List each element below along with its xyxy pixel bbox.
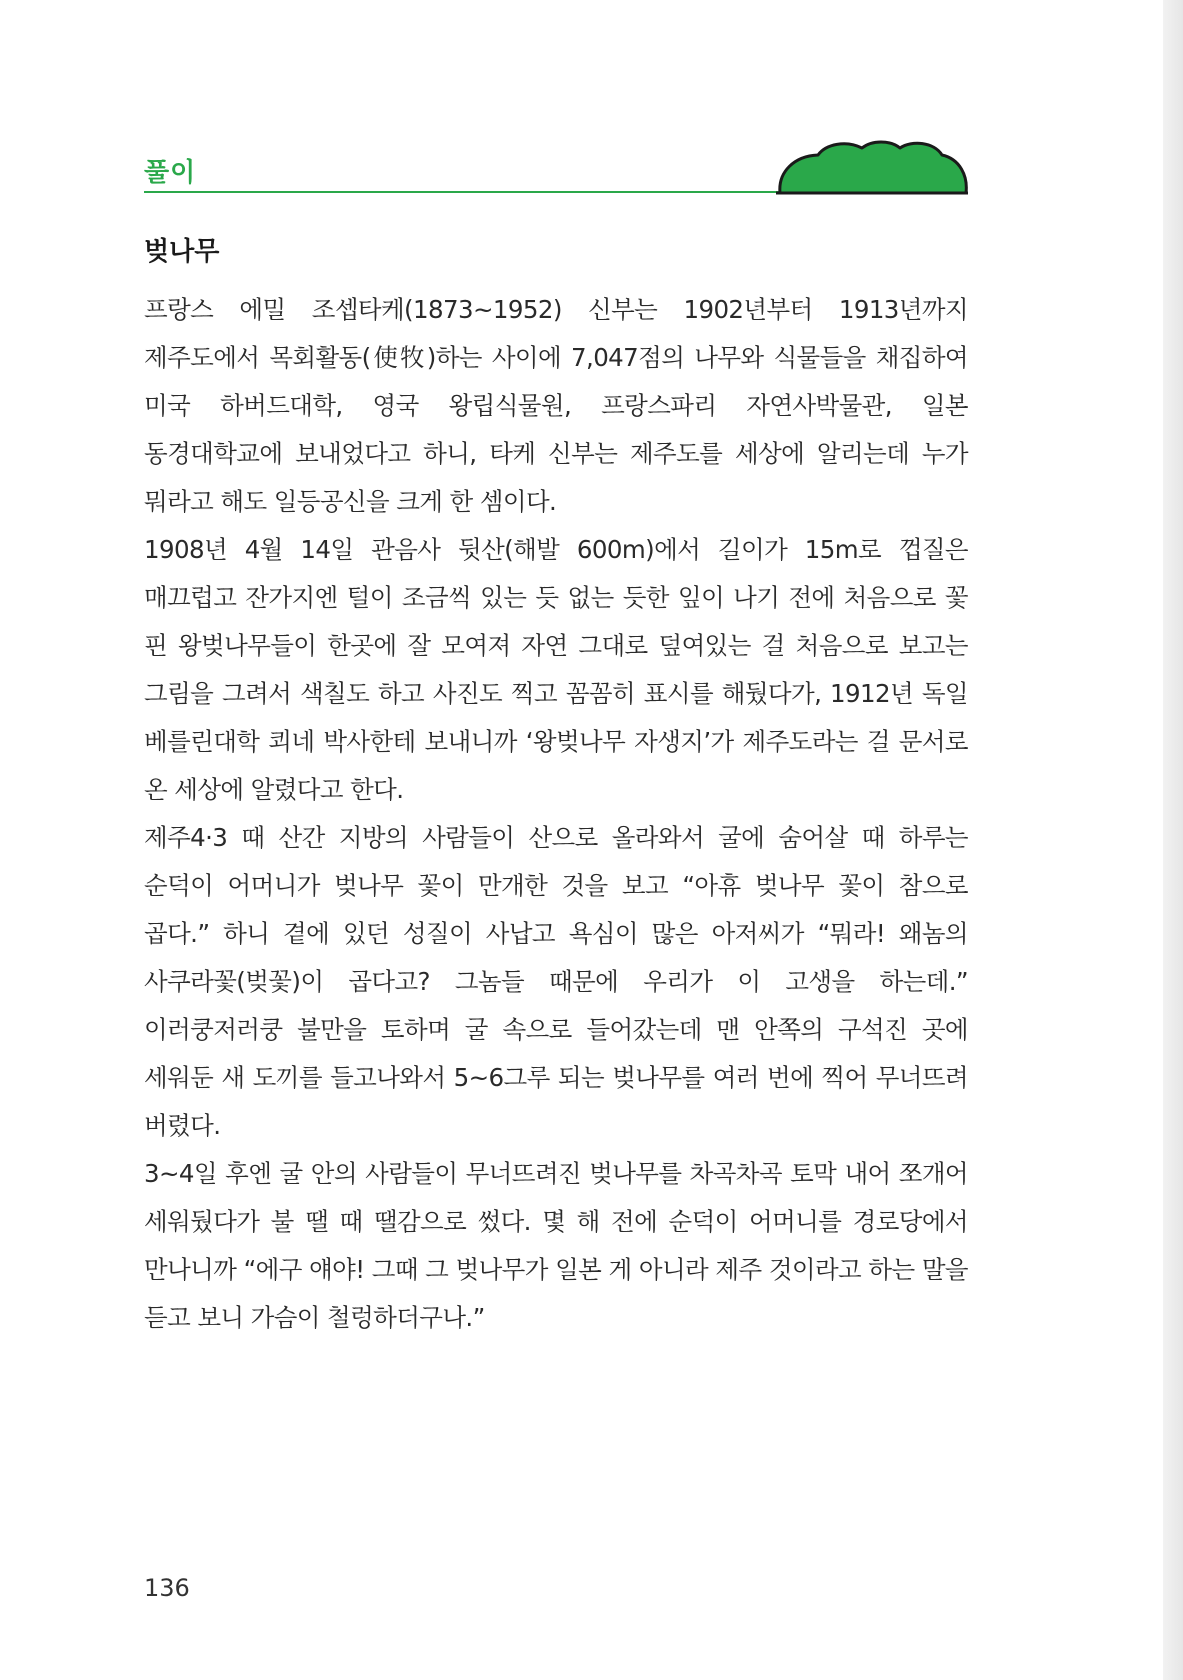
page-number: 136 bbox=[144, 1574, 190, 1602]
paragraph-1: 프랑스 에밀 조셉타케(1873~1952) 신부는 1902년부터 1913년까지 제주도에서 목회활동(使牧)하는 사이에 7,047점의 나무와 식물들을 채집하여 미국 하버드대학, 영국 왕립식물원, 프랑스파리 자연사박물관, 일본 동경대학교에 보내었다고 하니, 타케 신부는 제주도를 세상에 알리는데 누가 뭐라고 해도 일등공신을 크게 한 셈이다. bbox=[144, 295, 968, 516]
section-label: 풀이 bbox=[144, 158, 197, 188]
section-header bbox=[144, 140, 968, 196]
article-title: 벚나무 bbox=[144, 237, 220, 267]
page-edge bbox=[1163, 0, 1183, 1680]
header-rule bbox=[144, 191, 784, 193]
paragraph-3: 제주4·3 때 산간 지방의 사람들이 산으로 올라와서 굴에 숨어살 때 하루는 순덕이 어머니가 벚나무 꽃이 만개한 것을 보고 “아휴 벚나무 꽃이 참으로 곱다.” 하니 곁에 있던 성질이 사납고 욕심이 많은 아저씨가 “뭐라! 왜놈의 사쿠라꽃(벚꽃)이 곱다고? 그놈들 때문에 우리가 이 고생을 하는데.” 이러쿵저러쿵 불만을 토하며 굴 속으로 들어갔는데 맨 안쪽의 구석진 곳에 세워둔 새 도끼를 들고나와서 5~6그루 되는 벚나무를 여러 번에 찍어 무너뜨려 버렸다. bbox=[144, 823, 968, 1140]
paragraph-4: 3~4일 후엔 굴 안의 사람들이 무너뜨려진 벚나무를 차곡차곡 토막 내어 쪼개어 세워뒀다가 불 땔 때 땔감으로 썼다. 몇 해 전에 순덕이 어머니를 경로당에서 만나니까 “에구 얘야! 그때 그 벚나무가 일본 게 아니라 제주 것이라고 하는 말을 듣고 보니 가슴이 철렁하더구나.” bbox=[144, 1159, 968, 1332]
article bbox=[144, 228, 968, 1342]
cloud-icon bbox=[776, 140, 968, 196]
paragraph-2: 1908년 4월 14일 관음사 뒷산(해발 600m)에서 길이가 15m로 껍질은 매끄럽고 잔가지엔 털이 조금씩 있는 듯 없는 듯한 잎이 나기 전에 처음으로 꽃 핀 왕벚나무들이 한곳에 잘 모여져 자연 그대로 덮여있는 걸 처음으로 보고는 그림을 그려서 색칠도 하고 사진도 찍고 꼼꼼히 표시를 해뒀다가, 1912년 독일 베를린대학 쾨네 박사한테 보내니까 ‘왕벚나무 자생지’가 제주도라는 걸 문서로 온 세상에 알렸다고 한다. bbox=[144, 535, 968, 804]
